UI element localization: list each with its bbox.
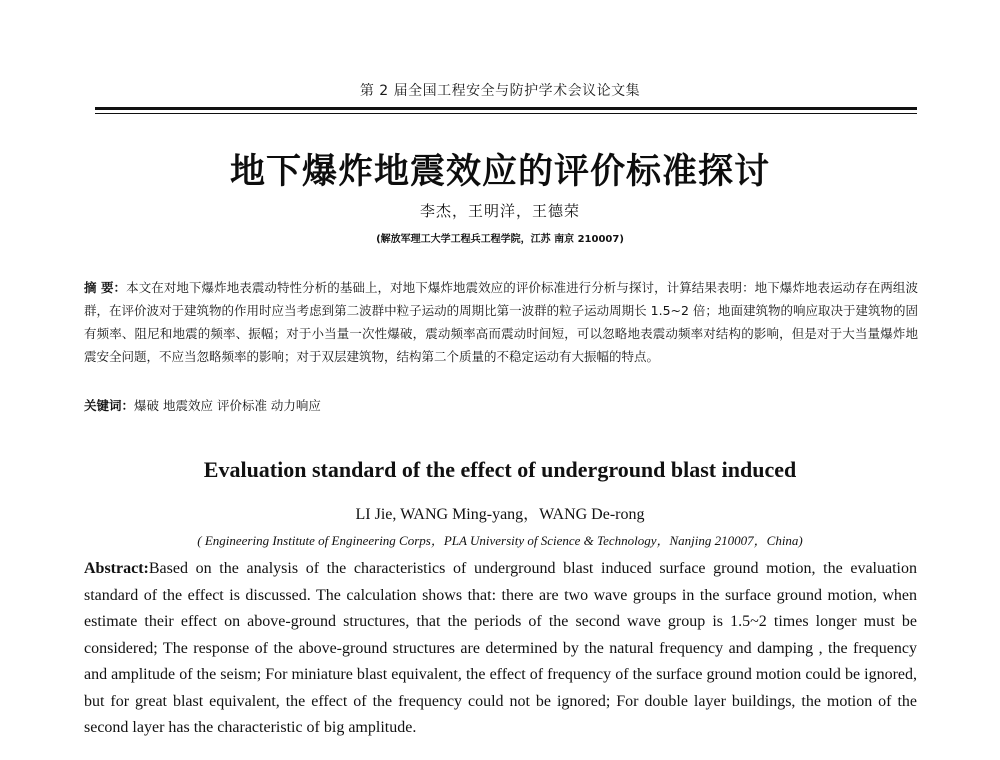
chinese-keywords-label: 关键词： bbox=[84, 398, 135, 413]
chinese-abstract-text: 本文在对地下爆炸地表震动特性分析的基础上，对地下爆炸地震效应的评价标准进行分析与探讨，计算结果表明：地下爆炸地表运动存在两组波群，在评价波对于建筑物的作用时应当考虑到第二波群中粒子运动的周期比第一波群的粒子运动周期长 1.5~2 倍；地面建筑物的响应取决于建筑物的固有频率、阻尼和地震的频率、振幅；对于小当量一次性爆破，震动频率高而震动时间短，可以忽略地表震动频率对结构的影响，但是对于大当量爆炸地震安全问题，不应当忽略频率的影响；对于双层建筑物，结构第二个质量的不稳定运动有大振幅的特点。 bbox=[84, 280, 918, 364]
chinese-keywords bbox=[84, 394, 918, 417]
chinese-keywords-text: 爆破 地震效应 评价标准 动力响应 bbox=[134, 398, 321, 413]
header-rule-thick bbox=[95, 107, 917, 110]
chinese-authors: 李杰，王明洋，王德荣 bbox=[419, 202, 580, 220]
english-title: Evaluation standard of the effect of underground blast induced bbox=[203, 457, 797, 482]
english-affiliation: ( Engineering Institute of Engineering Corps，PLA University of Science & Technology，Nanjing 210007，China) bbox=[197, 533, 803, 548]
chinese-abstract-label: 摘 要： bbox=[84, 280, 127, 295]
chinese-title: 地下爆炸地震效应的评价标准探讨 bbox=[229, 152, 770, 192]
english-abstract bbox=[84, 556, 917, 742]
english-authors: LI Jie, WANG Ming-yang，WANG De-rong bbox=[355, 506, 645, 523]
english-abstract-text: Based on the analysis of the characteristics of underground blast induced surface ground motion, the evaluation standard of the effect is discussed. The calculation shows that: there are two wave groups in the surface ground motion, when estimate their effect on above-ground structures, that the periods of the second wave group is 1.5~2 times longer must be considered; The response of the above-ground structures are determined by the natural frequency and damping , the frequency and amplitude of the seism; For miniature blast equivalent, the effect of frequency of the surface ground motion could be ignored, but for great blast equivalent, the effect of the frequency could not be ignored; For double layer buildings, the motion of the second layer has the characteristic of big amplitude. bbox=[84, 560, 917, 736]
running-header: 第 2 届全国工程安全与防护学术会议论文集 bbox=[359, 83, 641, 99]
chinese-affiliation: (解放军理工大学工程兵工程学院，江苏 南京 210007) bbox=[376, 234, 624, 245]
english-abstract-label: Abstract: bbox=[84, 560, 149, 577]
chinese-abstract bbox=[84, 276, 918, 368]
header-rule-thin bbox=[95, 113, 917, 114]
